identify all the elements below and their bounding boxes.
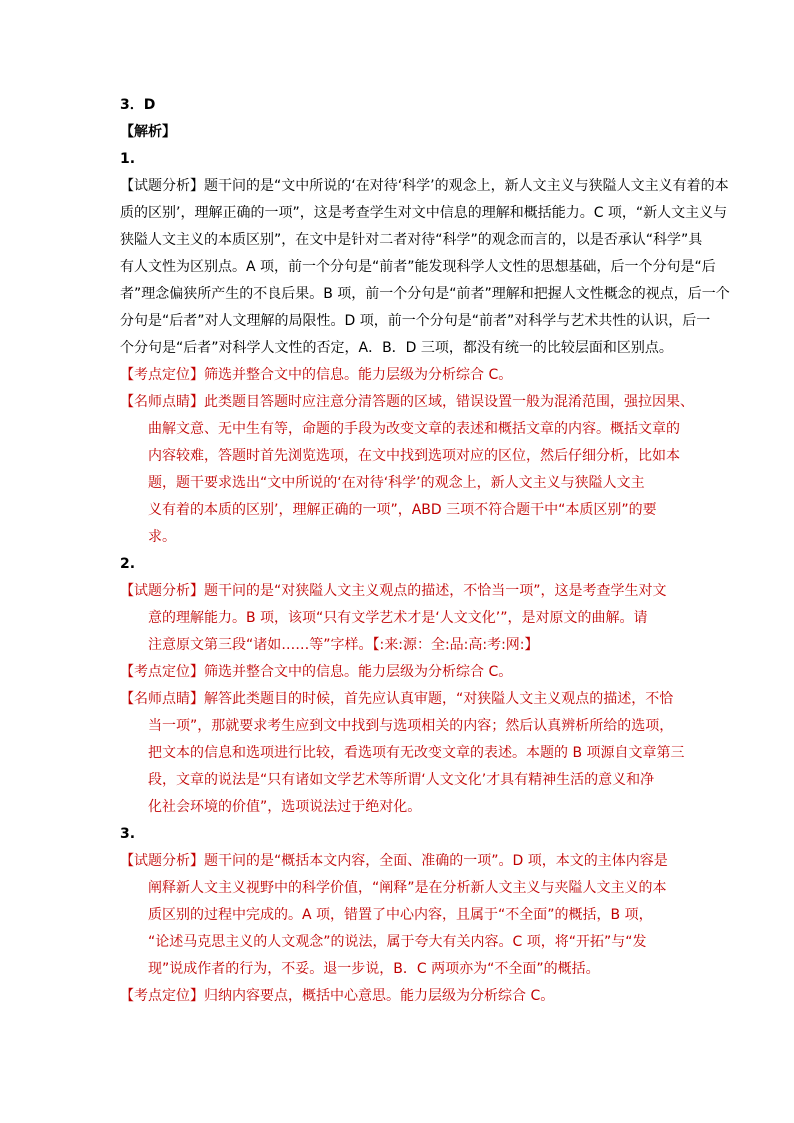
q2-mingshi-line: 化社会环境的价值”，选项说法过于绝对化。 [148, 799, 422, 815]
q1-analysis-line: 个分句是“后者”对科学人文性的否定，A．B．D 三项，都没有统一的比较层面和区别点。 [120, 340, 673, 356]
q1-mingshi-line: 题，题干要求选出“文中所说的‘在对待‘科学’的观念上，新人文主义与狭隘人文主 [148, 475, 645, 491]
q2-analysis [120, 578, 760, 659]
q1-mingshi-line: 【名师点睛】此类题目答题时应注意分清答题的区域，错误设置一般为混淆范围，强拉因果、 [120, 394, 694, 410]
q1-kaodian: 【考点定位】筛选并整合文中的信息。能力层级为分析综合 C。 [120, 367, 513, 383]
q2-mingshi [120, 686, 760, 821]
q2-mingshi-line: 把文本的信息和选项进行比较，看选项有无改变文章的表述。本题的 B 项源自文章第三 [148, 745, 685, 761]
q1-mingshi-line: 内容较难，答题时首先浏览选项，在文中找到选项对应的区位，然后仔细分析，比如本 [148, 448, 680, 464]
q1-mingshi [120, 389, 760, 551]
q1-analysis-line: 狭隘人文主义的本质区别”，在文中是针对二者对待“科学”的观念而言的，以是否承认“科学”具 [120, 232, 703, 248]
q2-analysis-line: 意的理解能力。B 项，该项“只有文学艺术才是‘人文文化’”，是对原文的曲解。请 [148, 610, 648, 626]
q1-analysis-line: 分句是“后者”对人文理解的局限性。D 项，前一个分句是“前者”对科学与艺术共性的认识，后一 [120, 313, 711, 329]
q2-mingshi-line: 段，文章的说法是“只有诸如文学艺术等所谓‘人文文化’才具有精神生活的意义和净 [148, 772, 655, 788]
q3-analysis-line: 现”说成作者的行为，不妥。退一步说，B．C 两项亦为“不全面”的概括。 [148, 961, 600, 977]
q1-mingshi-line: 义有着的本质的区别’，理解正确的一项”，ABD 三项不符合题干中“本质区别”的要 [148, 502, 657, 518]
q2-number: 2. [120, 556, 136, 572]
q3-analysis-line: 【试题分析】题干问的是“概括本文内容，全面、准确的一项”。D 项，本文的主体内容是 [120, 853, 668, 869]
q1-analysis-line: 者”理念偏狭所产生的不良后果。B 项，前一个分句是“前者”理解和把握人文性概念的视点，后一个 [120, 286, 730, 302]
q1-analysis-line: 有人文性为区别点。A 项，前一个分句是“前者”能发现科学人文性的思想基础，后一个分句是“后 [120, 259, 716, 275]
q1-mingshi-line: 求。 [148, 529, 176, 545]
q3-kaodian: 【考点定位】归纳内容要点，概括中心意思。能力层级为分析综合 C。 [120, 988, 555, 1004]
q3-number: 3. [120, 826, 136, 842]
jiexi-heading: 【解析】 [120, 124, 176, 140]
q1-number: 1. [120, 151, 136, 167]
q3-analysis-line: 阐释新人文主义视野中的科学价值，“阐释”是在分析新人文主义与夹隘人文主义的本 [148, 880, 667, 896]
q1-analysis [120, 173, 760, 362]
q1-analysis-line: 【试题分析】题干问的是“文中所说的‘在对待‘科学’的观念上，新人文主义与狭隘人文主义有着的本 [120, 178, 729, 194]
q2-analysis-line: 【试题分析】题干问的是“对狭隘人文主义观点的描述，不恰当一项”，这是考查学生对文 [120, 583, 667, 599]
q3-analysis-line: “论述马克思主义的人文观念”的说法，属于夸大有关内容。C 项，将“开拓”与“发 [148, 934, 647, 950]
document-page [120, 92, 760, 1010]
q2-analysis-line: 注意原文第三段“诸如……等”字样。【:来:源：全:品:高:考:网:】 [148, 637, 539, 653]
q1-analysis-line: 质的区别’，理解正确的一项”，这是考查学生对文中信息的理解和概括能力。C 项，“新人文主义与 [120, 205, 728, 221]
q2-mingshi-line: 【名师点睛】解答此类题目的时候，首先应认真审题，“对狭隘人文主义观点的描述，不恰 [120, 691, 674, 707]
q3-analysis [120, 848, 760, 983]
q1-mingshi-line: 曲解文意、无中生有等，命题的手段为改变文章的表述和概括文章的内容。概括文章的 [148, 421, 680, 437]
q2-kaodian: 【考点定位】筛选并整合文中的信息。能力层级为分析综合 C。 [120, 664, 513, 680]
q3-analysis-line: 质区别的过程中完成的。A 项，错置了中心内容，且属于“不全面”的概括，B 项， [148, 907, 653, 923]
answer-line: 3．D [120, 97, 156, 113]
q2-mingshi-line: 当一项”，那就要求考生应到文中找到与选项相关的内容；然后认真辨析所给的选项， [148, 718, 674, 734]
